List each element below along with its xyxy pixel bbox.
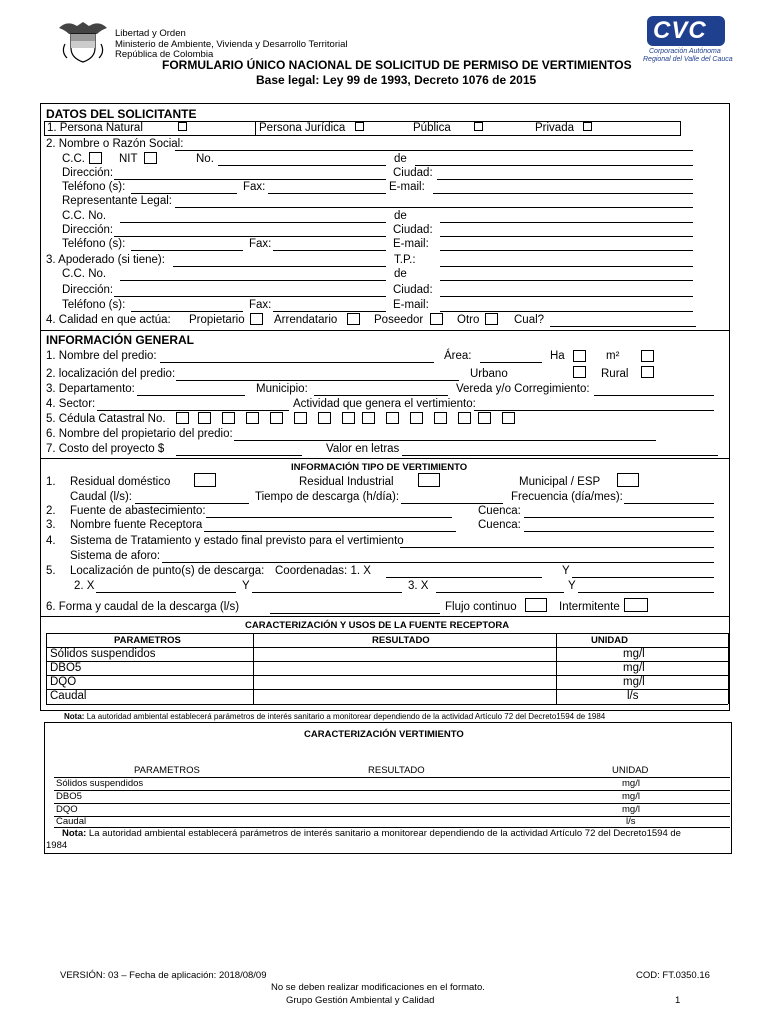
- cedula-digit-2[interactable]: [198, 412, 211, 424]
- coord-y1-label: Y: [562, 565, 570, 577]
- intermitente-checkbox[interactable]: [624, 598, 648, 612]
- rep-ciudad-field[interactable]: [440, 236, 693, 237]
- sistema-field[interactable]: [400, 547, 714, 548]
- email-field[interactable]: [433, 193, 693, 194]
- fuente-row-4-param: Caudal: [50, 690, 87, 702]
- num-2: 2.: [46, 505, 56, 517]
- rep-telefono-label: Teléfono (s):: [62, 238, 126, 250]
- divider: [255, 121, 256, 136]
- vert-row-4-param: Caudal: [56, 816, 87, 827]
- ha-label: Ha: [550, 350, 565, 362]
- persona-natural-checkbox[interactable]: [178, 122, 187, 131]
- apo-telefono-field[interactable]: [131, 311, 243, 312]
- fuente-row-3-unit: mg/l: [623, 676, 645, 688]
- fuente-note-text: La autoridad ambiental establecerá parámetros de interés sanitario a monitorear dependiendo de la actividad Artículo 72 del Decreto1594 de 1984: [86, 712, 606, 721]
- rural-label: Rural: [601, 368, 629, 380]
- departamento-field[interactable]: [137, 395, 245, 396]
- section-divider: [40, 616, 730, 617]
- apo-cc-label: C.C. No.: [62, 268, 107, 280]
- rep-fax-field[interactable]: [273, 250, 386, 251]
- email-label: E-mail:: [389, 181, 425, 193]
- coat-of-arms-icon: [57, 18, 109, 64]
- vert-note-text: La autoridad ambiental establecerá parámetros de interés sanitario a monitorear dependiendo de la actividad Artículo 72 del Decreto1594 de: [88, 828, 681, 839]
- publica-label: Pública: [413, 122, 451, 134]
- intermitente-label: Intermitente: [559, 601, 620, 613]
- direccion-field[interactable]: [114, 179, 386, 180]
- section-divider: [40, 330, 730, 331]
- cvc-line-1: Corporación Autónoma: [649, 48, 721, 55]
- num-5: 5.: [46, 565, 56, 577]
- apo-ciudad-field[interactable]: [440, 296, 693, 297]
- propietario-label: Propietario: [189, 314, 245, 326]
- table-line: [46, 633, 47, 704]
- rep-fax-label: Fax:: [249, 238, 272, 250]
- fuente-header-resultado: RESULTADO: [372, 635, 430, 646]
- localizacion-field[interactable]: [176, 380, 459, 381]
- forma-field[interactable]: [270, 613, 440, 614]
- cedula-digit-8[interactable]: [342, 412, 355, 424]
- sector-label: 4. Sector:: [46, 398, 96, 410]
- cedula-digit-6[interactable]: [294, 412, 307, 424]
- tp-label: T.P.:: [394, 254, 416, 266]
- costo-field[interactable]: [176, 455, 302, 456]
- fuente-abast-label: Fuente de abastecimiento:: [70, 505, 206, 517]
- frecuencia-label: Frecuencia (día/mes):: [511, 491, 623, 503]
- rep-legal-label: Representante Legal:: [62, 195, 172, 207]
- table-line: [728, 633, 729, 704]
- area-label: Área:: [444, 350, 472, 362]
- fuente-row-3-param: DQO: [50, 676, 77, 688]
- rep-cc-field[interactable]: [120, 222, 386, 223]
- localizacion-descarga-label: Localización de punto(s) de descarga:: [70, 565, 265, 577]
- apo-de-label: de: [394, 268, 407, 280]
- m2-checkbox[interactable]: [641, 350, 654, 362]
- de-label: de: [394, 153, 407, 165]
- fuente-header-unidad: UNIDAD: [591, 635, 628, 646]
- vert-row-1-param: Sólidos suspendidos: [56, 778, 144, 789]
- cedula-label: 5. Cédula Catastral No.: [46, 413, 166, 425]
- cedula-digit-10[interactable]: [386, 412, 399, 424]
- cuenca-2-label: Cuenca:: [478, 519, 521, 531]
- cc-label: C.C.: [62, 153, 85, 165]
- footer-cod: COD: FT.0350.16: [636, 970, 710, 981]
- table-line: [46, 704, 728, 705]
- rep-email-field[interactable]: [440, 250, 693, 251]
- forma-label: 6. Forma y caudal de la descarga (l/s): [46, 601, 240, 613]
- coord-y2-field[interactable]: [252, 592, 402, 593]
- apo-telefono-label: Teléfono (s):: [62, 299, 126, 311]
- fuente-row-1-unit: mg/l: [623, 648, 645, 660]
- rural-checkbox[interactable]: [641, 366, 654, 378]
- actividad-field[interactable]: [474, 410, 714, 411]
- coord-x3-label: 3. X: [408, 580, 429, 592]
- tiempo-field[interactable]: [401, 503, 503, 504]
- rep-de-label: de: [394, 210, 407, 222]
- coordenadas-label: Coordenadas: 1. X: [275, 565, 371, 577]
- telefono-field[interactable]: [131, 193, 237, 194]
- cedula-digit-13[interactable]: [458, 412, 471, 424]
- vert-note-label: Nota:: [62, 828, 87, 839]
- footer-page-number: 1: [675, 995, 681, 1006]
- fuente-receptora-label: Nombre fuente Receptora: [70, 519, 203, 531]
- cvc-line-2: Regional del Valle del Cauca: [643, 56, 733, 63]
- apo-de-field[interactable]: [440, 280, 693, 281]
- rep-email-label: E-mail:: [393, 238, 429, 250]
- aforo-label: Sistema de aforo:: [70, 550, 161, 562]
- no-label: No.: [196, 153, 214, 165]
- apoderado-label: 3. Apoderado (si tiene):: [46, 254, 165, 266]
- vereda-label: Vereda y/o Corregimiento:: [456, 383, 590, 395]
- vert-row-2-unit: mg/l: [622, 791, 640, 802]
- propietario-checkbox[interactable]: [250, 313, 263, 325]
- cedula-digit-14[interactable]: [478, 412, 491, 424]
- apo-ciudad-label: Ciudad:: [393, 284, 433, 296]
- vert-row-1-unit: mg/l: [622, 778, 640, 789]
- ha-checkbox[interactable]: [573, 350, 586, 362]
- coord-x2-label: 2. X: [74, 580, 95, 592]
- residual-industrial-checkbox[interactable]: [418, 473, 440, 487]
- coat-of-arms: [57, 18, 109, 64]
- cedula-digit-9[interactable]: [362, 412, 375, 424]
- table-line: [46, 633, 728, 634]
- propietario-predio-field[interactable]: [234, 440, 656, 441]
- fuente-abast-field[interactable]: [206, 517, 452, 518]
- cedula-digit-15[interactable]: [502, 412, 515, 424]
- nit-checkbox[interactable]: [144, 152, 157, 164]
- m2-label: m²: [606, 350, 620, 362]
- form-subtitle: Base legal: Ley 99 de 1993, Decreto 1076 de 2015: [256, 73, 537, 87]
- cedula-digit-1[interactable]: [176, 412, 189, 424]
- privada-label: Privada: [535, 122, 574, 134]
- apo-direccion-field[interactable]: [114, 296, 386, 297]
- fuente-table: [46, 633, 728, 705]
- rep-telefono-field[interactable]: [131, 250, 243, 251]
- fuente-table-title: CARACTERIZACIÓN Y USOS DE LA FUENTE RECEPTORA: [245, 620, 510, 631]
- predio-label: 1. Nombre del predio:: [46, 350, 157, 362]
- apo-email-label: E-mail:: [393, 299, 429, 311]
- vereda-field[interactable]: [594, 395, 714, 396]
- direccion-label: Dirección:: [62, 167, 114, 179]
- poseedor-checkbox[interactable]: [430, 313, 443, 325]
- frecuencia-field[interactable]: [624, 503, 714, 504]
- coord-x3-field[interactable]: [436, 592, 564, 593]
- rep-cc-label: C.C. No.: [62, 210, 107, 222]
- footer-line2: No se deben realizar modificaciones en el formato.: [271, 982, 485, 993]
- nombre-field[interactable]: [175, 150, 693, 151]
- flujo-label: Flujo continuo: [445, 601, 517, 613]
- municipio-label: Municipio:: [256, 383, 308, 395]
- vert-row-3-param: DQO: [56, 804, 78, 815]
- apoderado-field[interactable]: [173, 266, 386, 267]
- form-title: FORMULARIO ÚNICO NACIONAL DE SOLICITUD DE PERMISO DE VERTIMIENTOS: [162, 58, 632, 72]
- cedula-digit-11[interactable]: [410, 412, 423, 424]
- vert-header-resultado: RESULTADO: [368, 765, 425, 776]
- apo-fax-field[interactable]: [273, 311, 386, 312]
- fuente-receptora-field[interactable]: [204, 531, 456, 532]
- coord-y3-label: Y: [568, 580, 576, 592]
- caudal-field[interactable]: [135, 503, 249, 504]
- cuenca-1-field[interactable]: [524, 517, 714, 518]
- persona-natural-label: 1. Persona Natural: [47, 122, 143, 134]
- predio-field[interactable]: [160, 362, 434, 363]
- section-tipo-title: INFORMACIÓN TIPO DE VERTIMIENTO: [291, 462, 468, 473]
- vertimiento-table: [54, 765, 730, 827]
- tiempo-label: Tiempo de descarga (h/día):: [255, 491, 400, 503]
- rep-ciudad-label: Ciudad:: [393, 224, 433, 236]
- ciudad-field[interactable]: [437, 179, 693, 180]
- sistema-label: Sistema de Tratamiento y estado final previsto para el vertimiento: [70, 535, 404, 547]
- coord-y1-field[interactable]: [572, 577, 714, 578]
- vertimiento-table-title: CARACTERIZACIÓN VERTIMIENTO: [304, 729, 464, 740]
- urbano-checkbox[interactable]: [573, 366, 586, 378]
- rep-legal-field[interactable]: [175, 207, 693, 208]
- vert-row-4-unit: l/s: [626, 816, 636, 827]
- section-general-title: INFORMACIÓN GENERAL: [46, 333, 194, 347]
- vert-note: [62, 828, 681, 839]
- cedula-digit-12[interactable]: [434, 412, 447, 424]
- cuenca-1-label: Cuenca:: [478, 505, 521, 517]
- fuente-note-label: Nota:: [64, 712, 85, 721]
- tp-field[interactable]: [440, 266, 693, 267]
- cual-label: Cual?: [514, 314, 545, 326]
- apo-fax-label: Fax:: [249, 299, 272, 311]
- coord-x2-field[interactable]: [96, 592, 236, 593]
- cvc-logo: [643, 14, 733, 64]
- fuente-row-1-param: Sólidos suspendidos: [50, 648, 156, 660]
- fuente-row-2-unit: mg/l: [623, 662, 645, 674]
- persona-juridica-label: Persona Jurídica: [259, 122, 346, 134]
- gov-line-2: Ministerio de Ambiente, Vivienda y Desarrollo Territorial: [115, 39, 348, 50]
- vert-header-unidad: UNIDAD: [612, 765, 649, 776]
- urbano-label: Urbano: [470, 368, 508, 380]
- poseedor-label: Poseedor: [374, 314, 424, 326]
- rep-direccion-label: Dirección:: [62, 224, 114, 236]
- vert-header-parametros: PARAMETROS: [134, 765, 200, 776]
- table-line: [253, 633, 254, 704]
- municipio-field[interactable]: [314, 395, 448, 396]
- residual-domestico-checkbox[interactable]: [194, 473, 216, 487]
- otro-checkbox[interactable]: [485, 313, 498, 325]
- rep-direccion-field[interactable]: [114, 236, 386, 237]
- cvc-logo-text: CVC: [653, 17, 707, 44]
- localizacion-label: 2. localización del predio:: [46, 368, 176, 380]
- num-1: 1.: [46, 476, 56, 488]
- apo-direccion-label: Dirección:: [62, 284, 114, 296]
- apo-email-field[interactable]: [440, 311, 693, 312]
- arrendatario-label: Arrendatario: [274, 314, 338, 326]
- coord-y2-label: Y: [242, 580, 250, 592]
- municipal-checkbox[interactable]: [617, 473, 639, 487]
- fuente-row-4-unit: l/s: [627, 690, 639, 702]
- cc-checkbox[interactable]: [89, 152, 102, 164]
- nombre-label: 2. Nombre o Razón Social:: [46, 138, 184, 150]
- section-divider: [40, 458, 730, 459]
- sector-field[interactable]: [97, 410, 289, 411]
- coord-y3-field[interactable]: [578, 592, 714, 593]
- gov-line-3: República de Colombia: [115, 49, 214, 60]
- gov-line-1: Libertad y Orden: [115, 28, 186, 39]
- de-field[interactable]: [415, 165, 693, 166]
- arrendatario-checkbox[interactable]: [347, 313, 360, 325]
- persona-juridica-checkbox[interactable]: [355, 122, 364, 131]
- table-line: [556, 633, 557, 704]
- costo-label: 7. Costo del proyecto $: [46, 443, 165, 455]
- fuente-header-parametros: PARAMETROS: [114, 635, 181, 646]
- fax-field[interactable]: [268, 193, 386, 194]
- table-line: [46, 689, 728, 690]
- calidad-label: 4. Calidad en que actúa:: [46, 314, 171, 326]
- otro-label: Otro: [457, 314, 480, 326]
- coord-x1-field[interactable]: [386, 577, 542, 578]
- publica-checkbox[interactable]: [474, 122, 483, 131]
- no-field[interactable]: [218, 165, 386, 166]
- valor-letras-field[interactable]: [402, 455, 718, 456]
- valor-letras-label: Valor en letras: [326, 443, 400, 455]
- fax-label: Fax:: [243, 181, 266, 193]
- cedula-digit-5[interactable]: [270, 412, 283, 424]
- vert-note-continued: 1984: [46, 840, 68, 851]
- propietario-predio-label: 6. Nombre del propietario del predio:: [46, 428, 233, 440]
- section-solicitante-title: DATOS DEL SOLICITANTE: [46, 107, 197, 121]
- caudal-label: Caudal (l/s):: [70, 491, 132, 503]
- apo-cc-field[interactable]: [120, 280, 386, 281]
- aforo-field[interactable]: [162, 562, 714, 563]
- cuenca-2-field[interactable]: [524, 531, 714, 532]
- vert-row-2-param: DBO5: [56, 791, 82, 802]
- fuente-row-2-param: DBO5: [50, 662, 82, 674]
- cedula-digit-3[interactable]: [222, 412, 235, 424]
- actividad-label: Actividad que genera el vertimiento:: [293, 398, 476, 410]
- nit-label: NIT: [119, 153, 138, 165]
- privada-checkbox[interactable]: [583, 122, 592, 131]
- cedula-digit-7[interactable]: [318, 412, 331, 424]
- departamento-label: 3. Departamento:: [46, 383, 135, 395]
- ciudad-label: Ciudad:: [393, 167, 433, 179]
- num-4: 4.: [46, 535, 56, 547]
- cual-field[interactable]: [550, 326, 696, 327]
- fuente-note: [64, 712, 605, 721]
- telefono-label: Teléfono (s):: [62, 181, 126, 193]
- cedula-digit-4[interactable]: [246, 412, 259, 424]
- residual-industrial-label: Residual Industrial: [299, 476, 394, 488]
- area-field[interactable]: [480, 362, 542, 363]
- footer-line3: Grupo Gestión Ambiental y Calidad: [286, 995, 435, 1006]
- residual-domestico-label: Residual doméstico: [70, 476, 171, 488]
- num-3: 3.: [46, 519, 56, 531]
- vert-row-3-unit: mg/l: [622, 804, 640, 815]
- flujo-checkbox[interactable]: [525, 598, 547, 612]
- rep-de-field[interactable]: [440, 222, 693, 223]
- footer-version: VERSIÓN: 03 – Fecha de aplicación: 2018/08/09: [60, 970, 267, 981]
- municipal-label: Municipal / ESP: [519, 476, 601, 488]
